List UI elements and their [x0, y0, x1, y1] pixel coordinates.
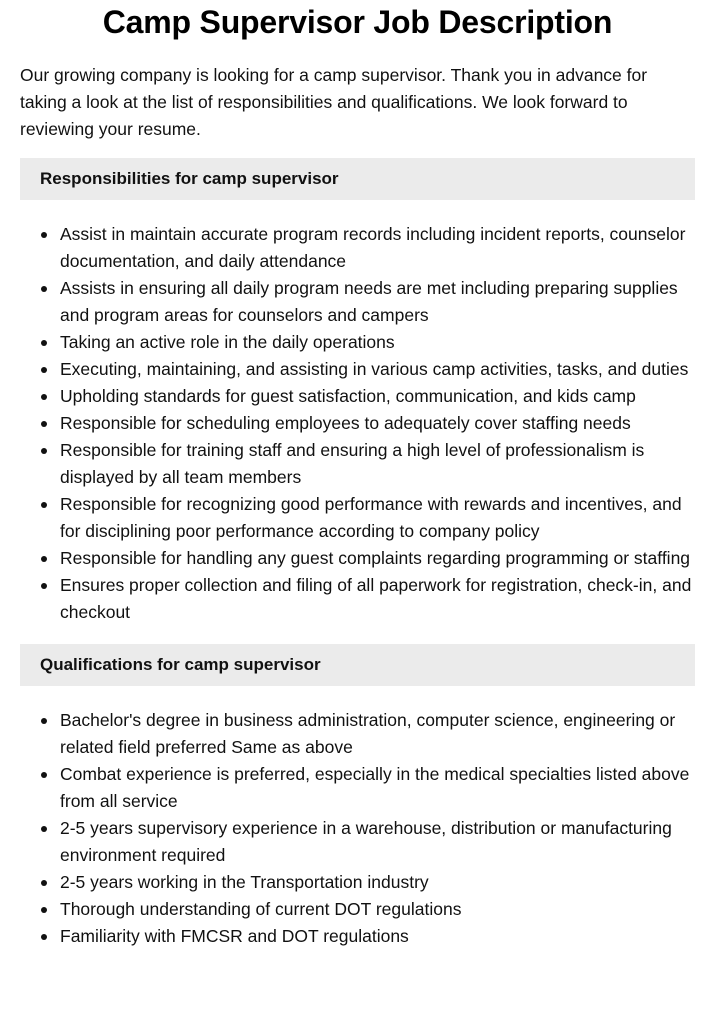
bullet-icon	[41, 421, 47, 427]
bullet-icon	[41, 502, 47, 508]
list-item-text: Familiarity with FMCSR and DOT regulations	[60, 926, 409, 946]
bullet-icon	[41, 556, 47, 562]
list-item-text: Responsible for training staff and ensuring a high level of professionalism is displayed by all team members	[60, 440, 645, 487]
responsibilities-heading: Responsibilities for camp supervisor	[20, 158, 695, 200]
list-item-text: 2-5 years working in the Transportation industry	[60, 872, 429, 892]
bullet-icon	[41, 772, 47, 778]
bullet-icon	[41, 232, 47, 238]
qualifications-heading: Qualifications for camp supervisor	[20, 644, 695, 686]
list-item	[60, 491, 695, 545]
list-item	[60, 437, 695, 491]
list-item	[60, 923, 695, 950]
bullet-icon	[41, 880, 47, 886]
list-item	[60, 896, 695, 923]
list-item-text: 2-5 years supervisory experience in a warehouse, distribution or manufacturing environment required	[60, 818, 672, 865]
bullet-icon	[41, 826, 47, 832]
list-item-text: Assist in maintain accurate program records including incident reports, counselor documentation, and daily attendance	[60, 224, 686, 271]
list-item-text: Bachelor's degree in business administration, computer science, engineering or related field preferred Same as above	[60, 710, 676, 757]
list-item	[60, 329, 695, 356]
list-item	[60, 221, 695, 275]
list-item-text: Ensures proper collection and filing of all paperwork for registration, check-in, and checkout	[60, 575, 692, 622]
list-item	[60, 275, 695, 329]
page-title: Camp Supervisor Job Description	[102, 4, 613, 40]
list-item-text: Responsible for scheduling employees to adequately cover staffing needs	[60, 413, 631, 433]
qualifications-list	[20, 707, 695, 950]
list-item	[60, 383, 695, 410]
bullet-icon	[41, 934, 47, 940]
list-item	[60, 707, 695, 761]
bullet-icon	[41, 907, 47, 913]
list-item	[60, 410, 695, 437]
list-item	[60, 761, 695, 815]
list-item-text: Responsible for recognizing good performance with rewards and incentives, and for disciplining poor performance according to company policy	[60, 494, 682, 541]
list-item-text: Combat experience is preferred, especially in the medical specialties listed above from all service	[60, 764, 690, 811]
list-item	[60, 545, 695, 572]
list-item	[60, 815, 695, 869]
list-item-text: Thorough understanding of current DOT regulations	[60, 899, 462, 919]
list-item-text: Upholding standards for guest satisfaction, communication, and kids camp	[60, 386, 636, 406]
bullet-icon	[41, 583, 47, 589]
list-item	[60, 572, 695, 626]
intro-paragraph: Our growing company is looking for a camp supervisor. Thank you in advance for taking a look at the list of responsibilities and qualifications. We look forward to reviewing your resume.	[20, 65, 648, 139]
bullet-icon	[41, 718, 47, 724]
list-item-text: Assists in ensuring all daily program needs are met including preparing supplies and program areas for counselors and campers	[60, 278, 678, 325]
bullet-icon	[41, 286, 47, 292]
bullet-icon	[41, 367, 47, 373]
bullet-icon	[41, 394, 47, 400]
list-item	[60, 869, 695, 896]
list-item-text: Taking an active role in the daily operations	[60, 332, 395, 352]
responsibilities-list	[20, 221, 695, 626]
list-item-text: Responsible for handling any guest complaints regarding programming or staffing	[60, 548, 691, 568]
list-item	[60, 356, 695, 383]
bullet-icon	[41, 340, 47, 346]
list-item-text: Executing, maintaining, and assisting in various camp activities, tasks, and duties	[60, 359, 689, 379]
bullet-icon	[41, 448, 47, 454]
